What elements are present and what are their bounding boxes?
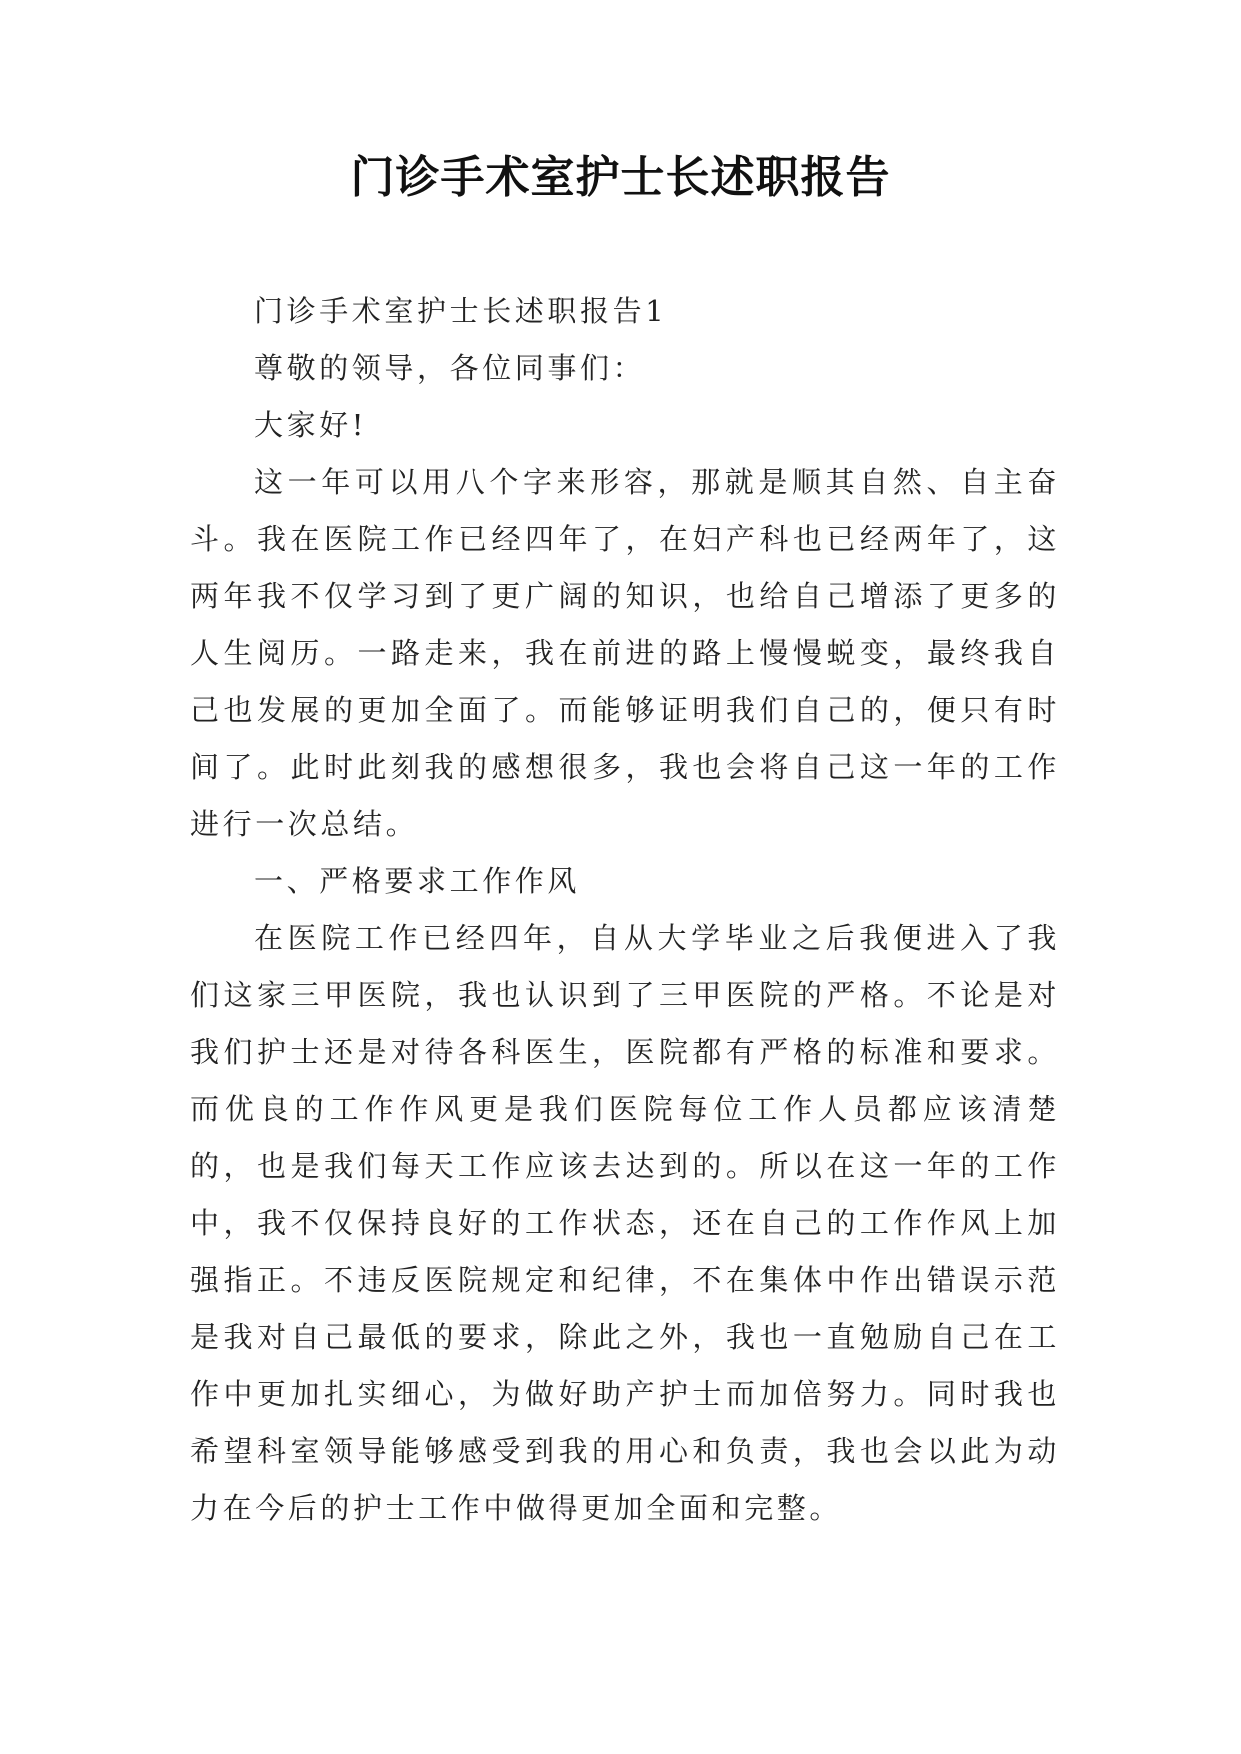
- report-subtitle: 门诊手术室护士长述职报告1: [254, 294, 668, 328]
- section-paragraph: 在医院工作已经四年，自从大学毕业之后我便进入了我们这家三甲医院，我也认识到了三甲医院的严格。不论是对我们护士还是对待各科医生，医院都有严格的标准和要求。而优良的工作作风更是我们医院每位工作人员都应该清楚的，也是我们每天工作应该去达到的。所以在这一年的工作中，我不仅保持良好的工作状态，还在自己的工作作风上加强指正。不违反医院规定和纪律，不在集体中作出错误示范是我对自己最低的要求，除此之外，我也一直勉励自己在工作中更加扎实细心，为做好助产护士而加倍努力。同时我也希望科室领导能够感受到我的用心和负责，我也会以此为动力在今后的护士工作中做得更加全面和完整。: [190, 921, 1060, 1525]
- intro-paragraph: 这一年可以用八个字来形容，那就是顺其自然、自主奋斗。我在医院工作已经四年了，在妇产科也已经两年了，这两年我不仅学习到了更广阔的知识，也给自己增添了更多的人生阅历。一路走来，我在前进的路上慢慢蜕变，最终我自己也发展的更加全面了。而能够证明我们自己的，便只有时间了。此时此刻我的感想很多，我也会将自己这一年的工作进行一次总结。: [190, 465, 1060, 841]
- section-heading: 一、严格要求工作作风: [254, 864, 581, 898]
- document-title: 门诊手术室护士长述职报告: [350, 152, 891, 203]
- greeting: 大家好!: [254, 408, 368, 442]
- salutation: 尊敬的领导，各位同事们：: [254, 351, 646, 385]
- document-body: [190, 283, 1060, 1537]
